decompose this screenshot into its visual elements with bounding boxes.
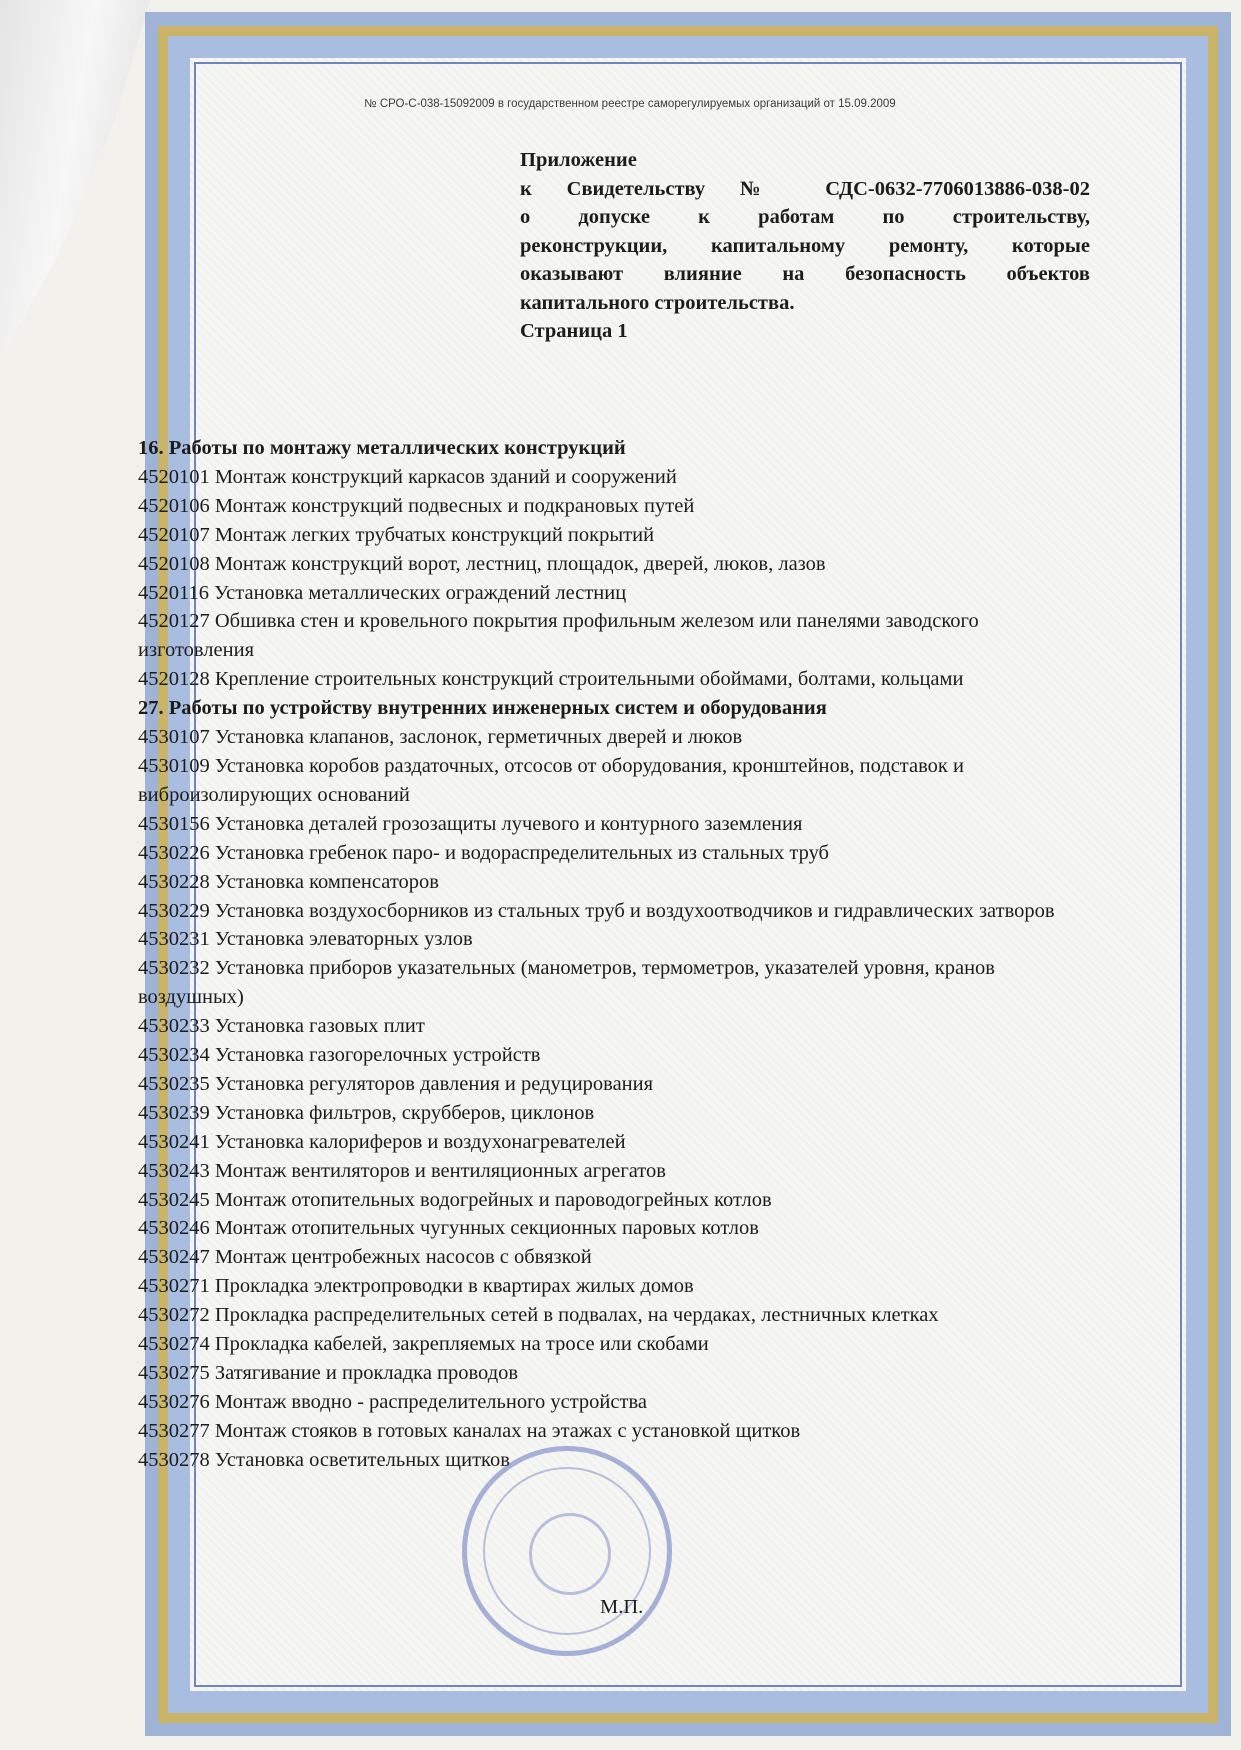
list-item: 4530275 Затягивание и прокладка проводов: [138, 1362, 519, 1384]
list-item: 4530235 Установка регуляторов давления и редуцирования: [138, 1072, 654, 1095]
list-item: 4530156 Установка деталей грозозащиты лучевого и контурного заземления: [138, 812, 803, 835]
list-item: 4530277 Монтаж стояков в готовых каналах на этажах с установкой щитков: [138, 1419, 801, 1442]
list-item: 4520101 Монтаж конструкций каркасов зданий и сооружений: [138, 465, 677, 488]
appendix-title: Приложение: [520, 149, 637, 171]
list-item: 4530228 Установка компенсаторов: [138, 870, 439, 893]
list-item: 4530276 Монтаж вводно - распределительного устройства: [138, 1390, 647, 1413]
list-item: 4530226 Установка гребенок паро- и водораспределительных из стальных труб: [138, 841, 829, 864]
list-item: 4530233 Установка газовых плит: [138, 1015, 425, 1038]
header-line: капитального строительства.: [520, 291, 795, 314]
organization-seal: [462, 1446, 672, 1656]
list-item: 4520116 Установка металлических ограждений лестниц: [138, 581, 627, 604]
list-item: 4530243 Монтаж вентиляторов и вентиляционных агрегатов: [138, 1159, 666, 1182]
list-item: 4530245 Монтаж отопительных водогрейных и пароводогрейных котлов: [138, 1188, 772, 1211]
list-item: 4520106 Монтаж конструкций подвесных и подкрановых путей: [138, 494, 695, 517]
list-item: 4520107 Монтаж легких трубчатых конструкций покрытий: [138, 523, 655, 546]
list-item: 4520127 Обшивка стен и кровельного покрытия профильным железом или панелями заводского изготовления: [138, 610, 979, 662]
list-item: 4530278 Установка осветительных щитков: [138, 1448, 510, 1471]
list-item: 4530274 Прокладка кабелей, закрепляемых на тросе или скобами: [138, 1333, 709, 1356]
work-list: [138, 434, 1078, 1475]
list-item: 4530107 Установка клапанов, заслонок, герметичных дверей и люков: [138, 726, 743, 749]
list-item: 4530239 Установка фильтров, скрубберов, циклонов: [138, 1101, 595, 1124]
registry-line: № СРО-С-038-15092009 в государственном реестре саморегулируемых организаций от 15.09.2009: [364, 98, 896, 110]
page-curl: [0, 0, 150, 360]
page-number: Страница 1: [520, 320, 628, 342]
list-item: 4530272 Прокладка распределительных сетей в подвалах, на чердаках, лестничных клетках: [138, 1304, 939, 1327]
list-item: 4530234 Установка газогорелочных устройств: [138, 1044, 541, 1067]
header-line: к Свидетельству № СДС-0632-7706013886-038-02: [520, 177, 1090, 200]
list-item: 4530109 Установка коробов раздаточных, отсосов от оборудования, кронштейнов, подставок и виброизолирующих оснований: [138, 754, 964, 806]
header-line: реконструкции, капитальному ремонту, которые: [520, 234, 1090, 257]
list-item: 4530231 Установка элеваторных узлов: [138, 928, 473, 951]
section-title: 16. Работы по монтажу металлических конструкций: [138, 437, 626, 459]
list-item: 4530229 Установка воздухосборников из стальных труб и воздухоотводчиков и гидравлических затворов: [138, 899, 1055, 922]
list-item: 4530232 Установка приборов указательных (манометров, термометров, указателей уровня, кранов воздушных): [138, 957, 995, 1009]
seal-label: М.П.: [600, 1596, 644, 1618]
list-item: 4520108 Монтаж конструкций ворот, лестниц, площадок, дверей, люков, лазов: [138, 552, 826, 575]
appendix-header: [520, 146, 1090, 346]
list-item: 4530271 Прокладка электропроводки в квартирах жилых домов: [138, 1275, 694, 1298]
section-title: 27. Работы по устройству внутренних инженерных систем и оборудования: [138, 697, 827, 720]
list-item: 4530246 Монтаж отопительных чугунных секционных паровых котлов: [138, 1217, 759, 1240]
list-item: 4520128 Крепление строительных конструкций строительными обоймами, болтами, кольцами: [138, 668, 964, 691]
header-line: оказывают влияние на безопасность объектов: [520, 263, 1090, 285]
list-item: 4530241 Установка калориферов и воздухонагревателей: [138, 1130, 626, 1153]
list-item: 4530247 Монтаж центробежных насосов с обвязкой: [138, 1246, 592, 1269]
header-line: о допуске к работам по строительству,: [520, 206, 1090, 228]
